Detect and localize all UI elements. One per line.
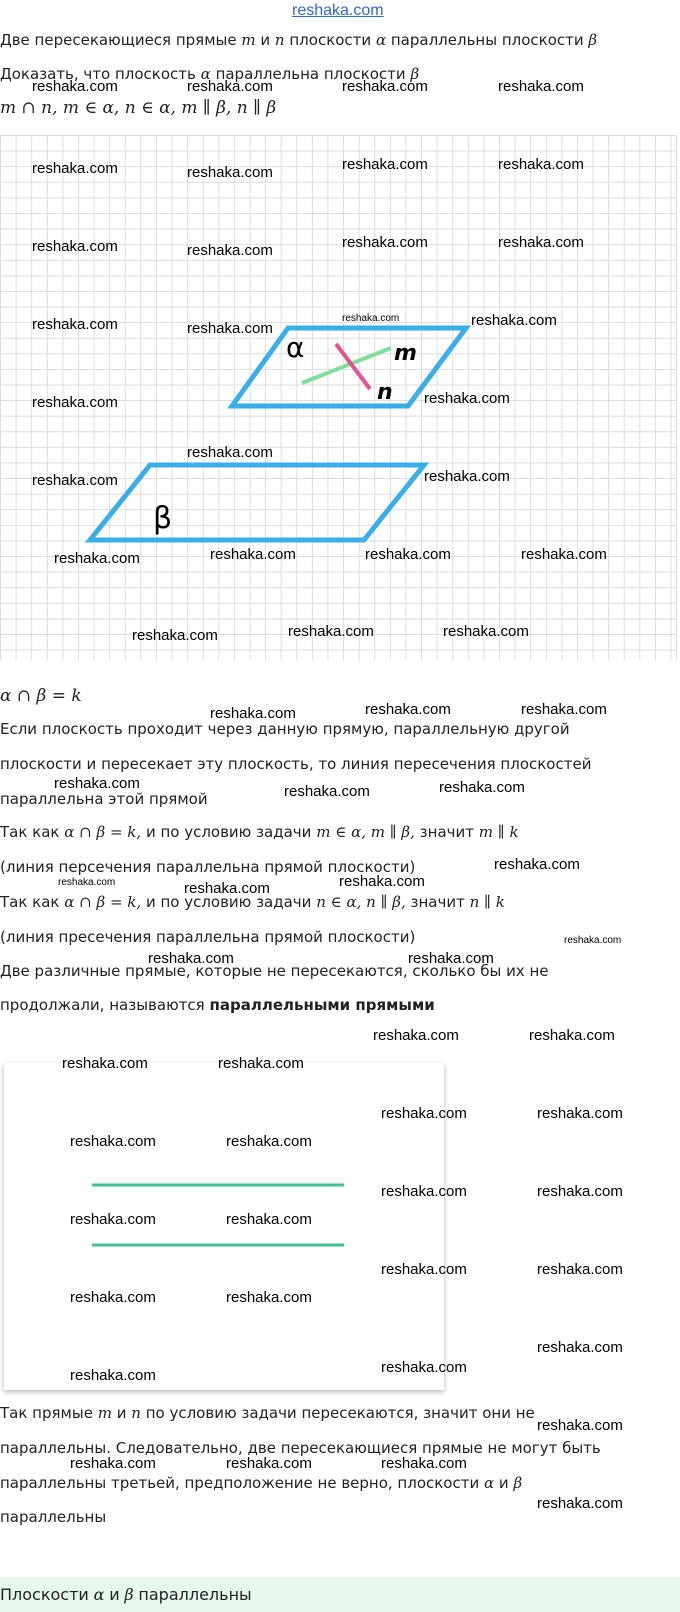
- step2-formula2: n ∈ α, n ∥ β,: [316, 893, 406, 911]
- definition-term: параллельными прямыми: [209, 996, 435, 1014]
- watermark: reshaka.com: [342, 78, 428, 95]
- answer-prefix: Плоскости: [0, 1585, 89, 1604]
- conclusion-suffix: по условию задачи пересекаются, значит они не: [145, 1404, 535, 1422]
- watermark: reshaka.com: [365, 546, 451, 563]
- watermark: reshaka.com: [498, 234, 584, 251]
- step1-middle: и по условию задачи: [145, 823, 312, 841]
- conclusion-line-3: [0, 1473, 522, 1493]
- definition-line-1: Две различные прямые, которые не пересекаются, сколько бы их не: [0, 962, 549, 980]
- condition-middle: плоскости: [289, 31, 372, 49]
- watermark: reshaka.com: [70, 1455, 156, 1472]
- watermark: reshaka.com: [339, 873, 425, 890]
- watermark: reshaka.com: [32, 78, 118, 95]
- conclusion-n: n: [131, 1404, 141, 1422]
- watermark: reshaka.com: [471, 312, 557, 329]
- watermark: reshaka.com: [521, 546, 607, 563]
- watermark: reshaka.com: [424, 468, 510, 485]
- watermark: reshaka.com: [537, 1417, 623, 1434]
- watermark: reshaka.com: [32, 394, 118, 411]
- plane-alpha-label: α: [286, 331, 305, 364]
- step1-formula3: m ∥ k: [478, 823, 519, 841]
- condition-parallel-text: параллельны плоскости: [390, 31, 584, 49]
- step1-note: (линия персечения параллельна прямой плоскости): [0, 858, 416, 876]
- watermark: reshaka.com: [32, 316, 118, 333]
- conclusion-line-2: параллельны. Следовательно, две пересекающиеся прямые не могут быть: [0, 1439, 601, 1457]
- watermark: reshaka.com: [187, 320, 273, 337]
- watermark: reshaka.com: [32, 472, 118, 489]
- step1-line: [0, 822, 519, 842]
- watermark: reshaka.com: [537, 1105, 623, 1122]
- answer-and: и: [109, 1585, 120, 1604]
- watermark: reshaka.com: [70, 1367, 156, 1384]
- step2-prefix: Так как: [0, 893, 60, 911]
- watermark: reshaka.com: [381, 1455, 467, 1472]
- watermark: reshaka.com: [70, 1289, 156, 1306]
- watermark: reshaka.com: [288, 623, 374, 640]
- condition-alpha: α: [375, 31, 387, 49]
- site-link[interactable]: reshaka.com: [292, 2, 384, 19]
- condition-beta: β: [588, 31, 598, 49]
- watermark: reshaka.com: [564, 935, 622, 946]
- watermark: reshaka.com: [62, 1055, 148, 1072]
- prove-beta: β: [410, 65, 420, 83]
- watermark: reshaka.com: [439, 779, 525, 796]
- condition-m: m: [241, 31, 256, 49]
- conclusion-prefix: Так прямые: [0, 1404, 93, 1422]
- answer-suffix: параллельны: [138, 1585, 252, 1604]
- watermark: reshaka.com: [498, 78, 584, 95]
- answer-beta: β: [124, 1585, 134, 1604]
- given-formula: m ∩ n, m ∈ α, n ∈ α, m ∥ β, n ∥ β: [0, 98, 277, 118]
- line-m: [302, 348, 391, 383]
- watermark: reshaka.com: [132, 627, 218, 644]
- watermark: reshaka.com: [187, 444, 273, 461]
- watermark: reshaka.com: [284, 783, 370, 800]
- answer-box: [0, 1577, 680, 1612]
- watermark: reshaka.com: [54, 550, 140, 567]
- conclusion-alpha: α: [484, 1474, 495, 1492]
- watermark: reshaka.com: [226, 1133, 312, 1150]
- line-n-label: n: [377, 380, 393, 405]
- step2-note: (линия пресечения параллельна прямой плоскости): [0, 928, 416, 946]
- watermark: reshaka.com: [381, 1183, 467, 1200]
- watermark: reshaka.com: [210, 546, 296, 563]
- watermark: reshaka.com: [226, 1289, 312, 1306]
- watermark: reshaka.com: [381, 1359, 467, 1376]
- condition-n: n: [274, 31, 285, 49]
- watermark: reshaka.com: [521, 701, 607, 718]
- step2-middle: и по условию задачи: [145, 893, 312, 911]
- step1-prefix: Так как: [0, 823, 60, 841]
- watermark: reshaka.com: [218, 1055, 304, 1072]
- watermark: reshaka.com: [184, 880, 270, 897]
- watermark: reshaka.com: [494, 856, 580, 873]
- step2-conclusion: значит: [410, 893, 465, 911]
- theorem-line-3: параллельна этой прямой: [0, 790, 208, 808]
- conclusion-beta: β: [513, 1474, 523, 1492]
- definition-prefix: продолжали, называются: [0, 996, 205, 1014]
- step2-formula1: α ∩ β = k,: [64, 893, 142, 911]
- watermark: reshaka.com: [537, 1183, 623, 1200]
- watermark: reshaka.com: [58, 877, 116, 888]
- conclusion-and: и: [116, 1404, 127, 1422]
- prove-prefix: Доказать, что плоскость: [0, 65, 196, 83]
- watermark: reshaka.com: [187, 78, 273, 95]
- answer-alpha: α: [93, 1585, 105, 1604]
- condition-line: [0, 30, 597, 50]
- definition-line-2: [0, 995, 435, 1015]
- watermark: reshaka.com: [381, 1105, 467, 1122]
- condition-prefix: Две пересекающиеся прямые: [0, 31, 237, 49]
- watermark: reshaka.com: [424, 390, 510, 407]
- watermark: reshaka.com: [32, 238, 118, 255]
- prove-middle: параллельна плоскости: [215, 65, 406, 83]
- theorem-line-2: плоскости и пересекает эту плоскость, то линия пересечения плоскостей: [0, 755, 592, 773]
- watermark: reshaka.com: [342, 234, 428, 251]
- step1-formula2: m ∈ α, m ∥ β,: [316, 823, 415, 841]
- watermark: reshaka.com: [342, 313, 400, 324]
- watermark: reshaka.com: [529, 1027, 615, 1044]
- conclusion-line-4: параллельны: [0, 1508, 107, 1526]
- watermark: reshaka.com: [381, 1261, 467, 1278]
- watermark: reshaka.com: [54, 775, 140, 792]
- watermark: reshaka.com: [70, 1133, 156, 1150]
- watermark: reshaka.com: [148, 950, 234, 967]
- watermark: reshaka.com: [32, 160, 118, 177]
- watermark: reshaka.com: [537, 1339, 623, 1356]
- watermark: reshaka.com: [226, 1211, 312, 1228]
- watermark: reshaka.com: [70, 1211, 156, 1228]
- watermark: reshaka.com: [210, 705, 296, 722]
- watermark: reshaka.com: [365, 701, 451, 718]
- line-m-label: m: [394, 341, 417, 366]
- plane-beta-label: β: [153, 501, 173, 536]
- step1-formula1: α ∩ β = k,: [64, 823, 142, 841]
- intersection-formula: α ∩ β = k: [0, 686, 82, 706]
- conclusion-and2: и: [498, 1474, 509, 1492]
- watermark: reshaka.com: [187, 242, 273, 259]
- conclusion-m: m: [97, 1404, 112, 1422]
- step1-conclusion: значит: [419, 823, 474, 841]
- conclusion-line-1: [0, 1403, 535, 1423]
- prove-alpha: α: [200, 65, 211, 83]
- watermark: reshaka.com: [408, 950, 494, 967]
- plane-beta: [90, 465, 424, 540]
- watermark: reshaka.com: [226, 1455, 312, 1472]
- condition-and: и: [260, 31, 271, 49]
- theorem-line-1: Если плоскость проходит через данную прямую, параллельную другой: [0, 720, 570, 738]
- watermark: reshaka.com: [373, 1027, 459, 1044]
- watermark: reshaka.com: [443, 623, 529, 640]
- step2-formula3: n ∥ k: [469, 893, 505, 911]
- watermark: reshaka.com: [187, 164, 273, 181]
- watermark: reshaka.com: [342, 156, 428, 173]
- watermark: reshaka.com: [498, 156, 584, 173]
- conclusion-line3-prefix: параллельны третьей, предположение не верно, плоскости: [0, 1474, 480, 1492]
- watermark: reshaka.com: [537, 1495, 623, 1512]
- watermark: reshaka.com: [537, 1261, 623, 1278]
